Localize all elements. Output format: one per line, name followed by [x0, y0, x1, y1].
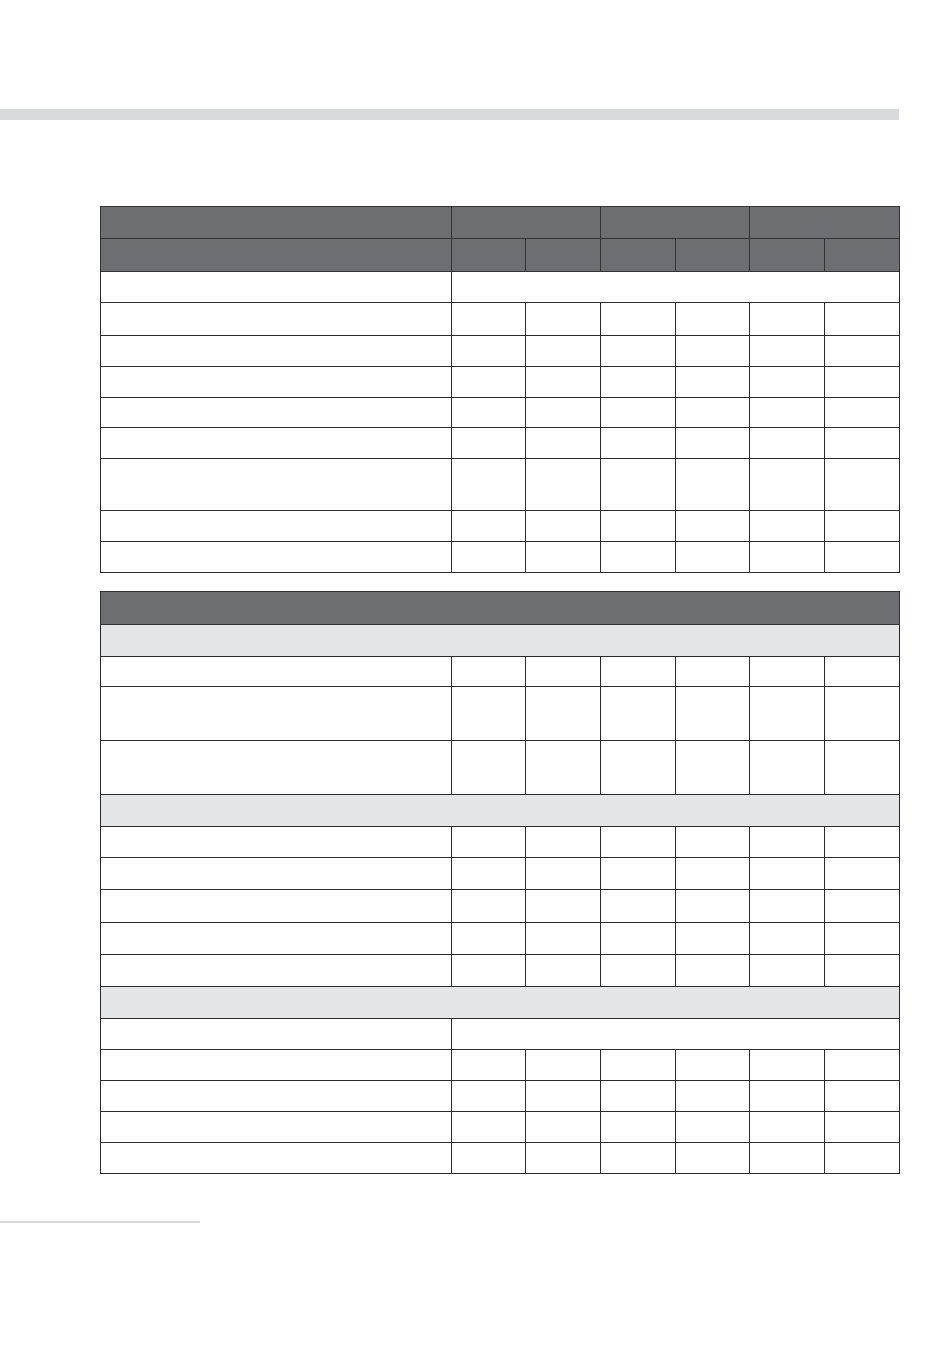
row-label — [101, 428, 452, 459]
table-cell — [526, 303, 601, 336]
table-row — [101, 1050, 900, 1081]
table-cell — [676, 511, 750, 542]
table-cell — [750, 1112, 825, 1143]
table-cell — [825, 542, 900, 573]
row-label — [101, 657, 452, 687]
table-cell — [526, 367, 601, 398]
data-table-bottom — [100, 591, 900, 1174]
table-cell — [825, 367, 900, 398]
table-cell — [825, 303, 900, 336]
table-cell — [750, 923, 825, 955]
table-row — [101, 890, 900, 923]
table-row — [101, 1081, 900, 1112]
table-cell — [676, 1081, 750, 1112]
table-cell — [452, 858, 526, 890]
table-cell — [452, 303, 526, 336]
table-cell — [750, 511, 825, 542]
row-label — [101, 1081, 452, 1112]
table-cell — [676, 542, 750, 573]
table-cell — [601, 1143, 676, 1174]
row-label — [101, 827, 452, 858]
table-cell — [825, 336, 900, 367]
table-cell — [452, 1050, 526, 1081]
section-heading — [101, 795, 900, 827]
table-cell — [676, 890, 750, 923]
table-row — [101, 955, 900, 987]
table-cell — [601, 398, 676, 428]
table-cell — [452, 428, 526, 459]
row-label — [101, 511, 452, 542]
table-cell — [601, 459, 676, 511]
table-cell — [601, 542, 676, 573]
row-label — [101, 1143, 452, 1174]
table-cell — [825, 827, 900, 858]
table-cell — [526, 459, 601, 511]
table-cell — [526, 428, 601, 459]
table-cell — [452, 923, 526, 955]
table-row — [101, 542, 900, 573]
row-label — [101, 367, 452, 398]
table-cell — [452, 741, 526, 795]
table-row — [101, 858, 900, 890]
table-row — [101, 923, 900, 955]
table-cell — [526, 336, 601, 367]
table-cell — [750, 657, 825, 687]
table-cell — [601, 511, 676, 542]
sub-header-row — [101, 239, 900, 272]
section-heading — [101, 987, 900, 1019]
table-cell — [750, 741, 825, 795]
table-cell — [676, 741, 750, 795]
table-row — [101, 1143, 900, 1174]
section-header-row — [101, 987, 900, 1019]
row-label — [101, 1050, 452, 1081]
group-header-3 — [750, 207, 900, 239]
table-cell — [452, 459, 526, 511]
group-header-1 — [452, 207, 601, 239]
sub-header-4 — [676, 239, 750, 272]
table-cell — [601, 955, 676, 987]
table-cell — [825, 1112, 900, 1143]
table-row — [101, 398, 900, 428]
table-title — [101, 592, 900, 625]
table-cell — [526, 657, 601, 687]
table-cell — [676, 336, 750, 367]
table-cell — [676, 367, 750, 398]
table-cell — [601, 657, 676, 687]
table-row — [101, 741, 900, 795]
table-cell — [676, 428, 750, 459]
table-row — [101, 687, 900, 741]
row-label — [101, 858, 452, 890]
table-cell — [526, 511, 601, 542]
table-cell — [825, 923, 900, 955]
table-cell — [601, 428, 676, 459]
table-cell — [825, 687, 900, 741]
table-cell — [676, 398, 750, 428]
table-row — [101, 367, 900, 398]
table-cell — [825, 511, 900, 542]
table-cell — [601, 367, 676, 398]
table-cell — [676, 827, 750, 858]
table-row — [101, 303, 900, 336]
table-cell — [825, 428, 900, 459]
merged-cell — [452, 272, 900, 303]
table-cell — [825, 459, 900, 511]
table-cell — [825, 1050, 900, 1081]
table-row — [101, 428, 900, 459]
footer-rule — [0, 1221, 200, 1223]
table-cell — [452, 398, 526, 428]
table-cell — [601, 827, 676, 858]
table-cell — [676, 1143, 750, 1174]
table-cell — [750, 1050, 825, 1081]
table-cell — [750, 1143, 825, 1174]
table-row — [101, 1112, 900, 1143]
table-cell — [526, 1081, 601, 1112]
table-cell — [526, 1050, 601, 1081]
table-title-row — [101, 592, 900, 625]
table-row — [101, 827, 900, 858]
row-label — [101, 1112, 452, 1143]
table-cell — [452, 367, 526, 398]
table-row — [101, 459, 900, 511]
table-cell — [452, 1143, 526, 1174]
table-cell — [601, 858, 676, 890]
merged-cell — [452, 1019, 900, 1050]
table-cell — [601, 923, 676, 955]
sub-header-3 — [601, 239, 676, 272]
table-cell — [750, 428, 825, 459]
section-header-row — [101, 625, 900, 657]
sub-header-2 — [526, 239, 601, 272]
table-cell — [452, 336, 526, 367]
table-cell — [750, 303, 825, 336]
table-cell — [452, 657, 526, 687]
row-label — [101, 955, 452, 987]
table-cell — [601, 890, 676, 923]
table-cell — [750, 459, 825, 511]
table-cell — [452, 890, 526, 923]
table-cell — [676, 923, 750, 955]
sub-header-5 — [750, 239, 825, 272]
row-label — [101, 542, 452, 573]
table-cell — [750, 858, 825, 890]
table-cell — [601, 336, 676, 367]
table-cell — [825, 741, 900, 795]
group-header-2 — [601, 207, 750, 239]
table-cell — [452, 542, 526, 573]
table-cell — [526, 955, 601, 987]
table-cell — [601, 687, 676, 741]
table-row — [101, 657, 900, 687]
table-row — [101, 1019, 900, 1050]
row-label-header — [101, 239, 452, 272]
row-label — [101, 1019, 452, 1050]
table-cell — [750, 398, 825, 428]
table-cell — [750, 687, 825, 741]
table-cell — [825, 1143, 900, 1174]
row-label — [101, 687, 452, 741]
table-cell — [526, 1112, 601, 1143]
table-cell — [676, 1112, 750, 1143]
row-label — [101, 890, 452, 923]
table-cell — [526, 741, 601, 795]
row-label — [101, 336, 452, 367]
table-cell — [452, 827, 526, 858]
table-cell — [676, 303, 750, 336]
table-cell — [526, 1143, 601, 1174]
row-label — [101, 398, 452, 428]
table-cell — [601, 1081, 676, 1112]
table-row — [101, 511, 900, 542]
data-table-top — [100, 206, 900, 573]
table-cell — [825, 955, 900, 987]
table-cell — [750, 367, 825, 398]
table-cell — [676, 858, 750, 890]
table-cell — [750, 827, 825, 858]
table-cell — [825, 1081, 900, 1112]
table-cell — [676, 1050, 750, 1081]
table-cell — [526, 923, 601, 955]
table-cell — [526, 398, 601, 428]
table-cell — [526, 827, 601, 858]
table-cell — [750, 890, 825, 923]
corner-header-cell — [101, 207, 452, 239]
row-label — [101, 741, 452, 795]
table-cell — [526, 542, 601, 573]
table-cell — [452, 955, 526, 987]
table-cell — [825, 657, 900, 687]
sub-header-6 — [825, 239, 900, 272]
row-label — [101, 272, 452, 303]
header-band — [0, 109, 899, 120]
table-cell — [526, 687, 601, 741]
table-cell — [601, 1112, 676, 1143]
row-label — [101, 923, 452, 955]
table-cell — [452, 511, 526, 542]
table-cell — [601, 303, 676, 336]
table-cell — [526, 858, 601, 890]
row-label-split — [101, 303, 452, 336]
table-cell — [452, 1112, 526, 1143]
table-cell — [750, 336, 825, 367]
table-cell — [750, 955, 825, 987]
table-cell — [676, 459, 750, 511]
table-cell — [676, 687, 750, 741]
table-cell — [750, 542, 825, 573]
table-cell — [676, 657, 750, 687]
sub-header-1 — [452, 239, 526, 272]
table-cell — [601, 741, 676, 795]
table-row — [101, 272, 900, 303]
table-cell — [825, 398, 900, 428]
table-cell — [750, 1081, 825, 1112]
table-cell — [601, 1050, 676, 1081]
table-cell — [452, 687, 526, 741]
table-cell — [676, 955, 750, 987]
section-heading — [101, 625, 900, 657]
table-cell — [825, 890, 900, 923]
table-row — [101, 336, 900, 367]
table-cell — [526, 890, 601, 923]
group-header-row — [101, 207, 900, 239]
table-cell — [825, 858, 900, 890]
section-header-row — [101, 795, 900, 827]
row-label — [101, 459, 452, 511]
table-cell — [452, 1081, 526, 1112]
